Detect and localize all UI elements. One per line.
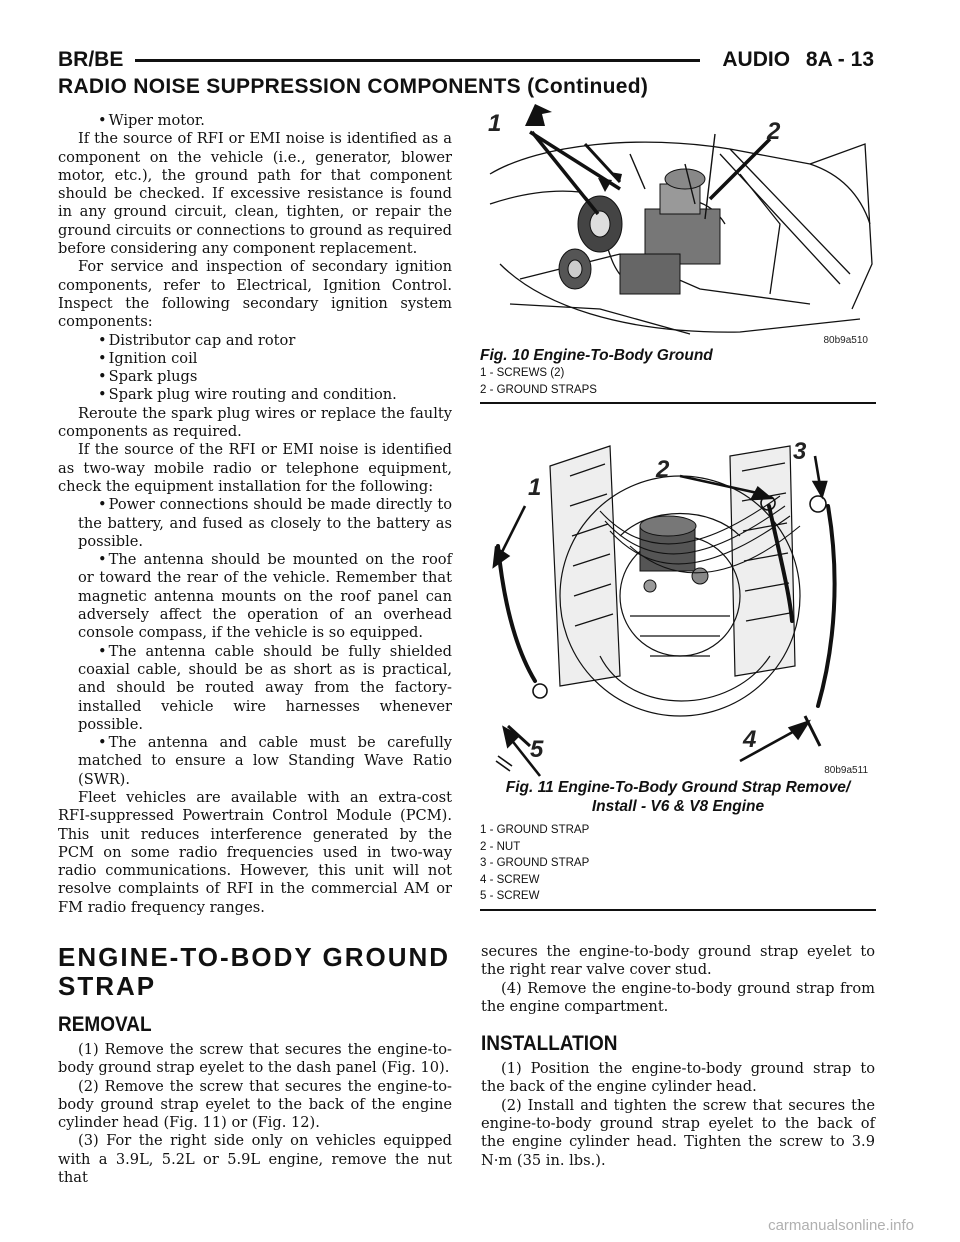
header-right	[712, 48, 874, 72]
fig11-callout-5: 5	[530, 736, 544, 763]
header-page-number: 8A - 13	[805, 48, 874, 71]
fig11-caption-line: Fig. 11 Engine-To-Body Ground Strap Remove/	[505, 779, 851, 796]
fig11-callout-2: 2	[656, 456, 670, 483]
fig10-illustration	[480, 104, 876, 346]
bullet-item: • The antenna and cable must be carefully matched to ensure a low Standing Wave Ratio (SWR).	[58, 734, 452, 789]
header-model: BR/BE	[58, 48, 124, 71]
header-rule	[135, 59, 700, 62]
left-column	[58, 112, 452, 917]
fig10-caption: Fig. 10 Engine-To-Body Ground	[480, 347, 713, 364]
ground-strap-drawing	[480, 416, 876, 778]
header-section: AUDIO	[722, 48, 791, 71]
fig11-caption-line: Install - V6 & V8 Engine	[591, 798, 765, 815]
fig11-legend-item: 2 - NUT	[480, 840, 521, 853]
installation-step: (1) Position the engine-to-body ground strap to the back of the engine cylinder head.	[481, 1060, 875, 1096]
fig10-legend-item: 1 - SCREWS (2)	[480, 367, 565, 379]
fig11-illustration	[480, 416, 876, 778]
section-title-line: STRAP	[58, 971, 157, 1001]
section-left	[58, 943, 452, 1187]
removal-step-continued: secures the engine-to-body ground strap eyelet to the right rear valve cover stud.	[481, 943, 875, 979]
bullet-item: • Distributor cap and rotor	[58, 332, 452, 350]
page-header	[58, 42, 874, 78]
body-paragraph: Fleet vehicles are available with an extra-cost RFI-suppressed Powertrain Control Module (PCM). This unit reduces interference generated by the PCM on some radio frequencies used in two-way radio communications. However, this unit will not resolve complaints of RFI in the commercial AM or FM radio frequency ranges.	[58, 788, 452, 916]
fig11-callout-4: 4	[743, 726, 757, 753]
fig11-legend-item: 1 - GROUND STRAP	[480, 824, 590, 836]
section-title	[58, 943, 452, 1001]
removal-step: (2) Remove the screw that secures the engine-to-body ground strap eyelet to the back of the engine cylinder head (Fig. 11) or (Fig. 12).	[58, 1077, 452, 1132]
fig11-legend-item: 3 - GROUND STRAP	[480, 857, 590, 869]
fig10-callout-2: 2	[767, 118, 781, 145]
section-title-line: ENGINE-TO-BODY GROUND	[58, 942, 451, 972]
body-paragraph: For service and inspection of secondary ignition components, refer to Electrical, Ignition Control. Inspect the following secondary ignition system components:	[58, 258, 452, 331]
bullet-item: • The antenna should be mounted on the roof or toward the rear of the vehicle. Remember that magnetic antenna mounts on the roof panel can adversely affect the operation of an overhead console compass, if the vehicle is so equipped.	[58, 551, 452, 642]
removal-step: (3) For the right side only on vehicles equipped with a 3.9L, 5.2L or 5.9L engine, remove the nut that	[58, 1132, 452, 1187]
engine-bay-drawing	[480, 104, 876, 346]
fig10-callout-1: 1	[488, 110, 502, 137]
removal-step: (4) Remove the engine-to-body ground strap from the engine compartment.	[481, 979, 875, 1015]
bullet-item: • The antenna cable should be fully shielded coaxial cable, should be as short as is practical, and should be routed away from the factory-installed vehicle wire harnesses whenever possible.	[58, 643, 452, 734]
installation-heading: INSTALLATION	[481, 1032, 618, 1056]
fig11-legend	[480, 822, 876, 905]
fig10-rule	[480, 402, 876, 404]
body-paragraph: Reroute the spark plug wires or replace the faulty components as required.	[58, 404, 452, 441]
bullet-item: • Wiper motor.	[58, 112, 452, 130]
fig10-legend	[480, 365, 876, 398]
fig11-legend-item: 4 - SCREW	[480, 873, 540, 886]
watermark: carmanualsonline.info	[768, 1217, 914, 1234]
fig11-image-code: 80b9a511	[824, 765, 868, 776]
bullet-item: • Spark plug wire routing and condition.	[58, 386, 452, 404]
fig11-rule	[480, 909, 876, 911]
installation-step: (2) Install and tighten the screw that secures the engine-to-body ground strap eyelet to the back of the engine cylinder head. Tighten the screw to 3.9 N·m (35 in. lbs.).	[481, 1096, 875, 1169]
removal-step: (1) Remove the screw that secures the engine-to-body ground strap eyelet to the dash panel (Fig. 10).	[58, 1041, 452, 1077]
fig11-callout-1: 1	[528, 474, 542, 501]
fig10-legend-item: 2 - GROUND STRAPS	[480, 383, 597, 396]
body-paragraph: If the source of RFI or EMI noise is identified as a component on the vehicle (i.e., generator, blower motor, etc.), the ground path for that component should be checked. If excessive resistance is found in any ground circuit, clean, tighten, or repair the ground circuits or connections to ground as required before considering any component replacement.	[58, 130, 452, 258]
fig11-caption	[480, 778, 876, 816]
bullet-item: • Power connections should be made directly to the battery, and fused as closely to the battery as possible.	[58, 496, 452, 551]
bullet-item: • Ignition coil	[58, 350, 452, 368]
section-right	[481, 943, 875, 1170]
body-paragraph: If the source of the RFI or EMI noise is identified as two-way mobile radio or telephone equipment, check the equipment installation for the following:	[58, 441, 452, 495]
bullet-item: • Spark plugs	[58, 368, 452, 386]
figures-column	[480, 104, 876, 911]
fig10-image-code: 80b9a510	[823, 335, 868, 346]
continued-title: RADIO NOISE SUPPRESSION COMPONENTS (Continued)	[58, 75, 649, 98]
removal-heading: REMOVAL	[58, 1013, 152, 1037]
fig11-callout-3: 3	[793, 438, 807, 465]
fig11-legend-item: 5 - SCREW	[480, 890, 540, 902]
